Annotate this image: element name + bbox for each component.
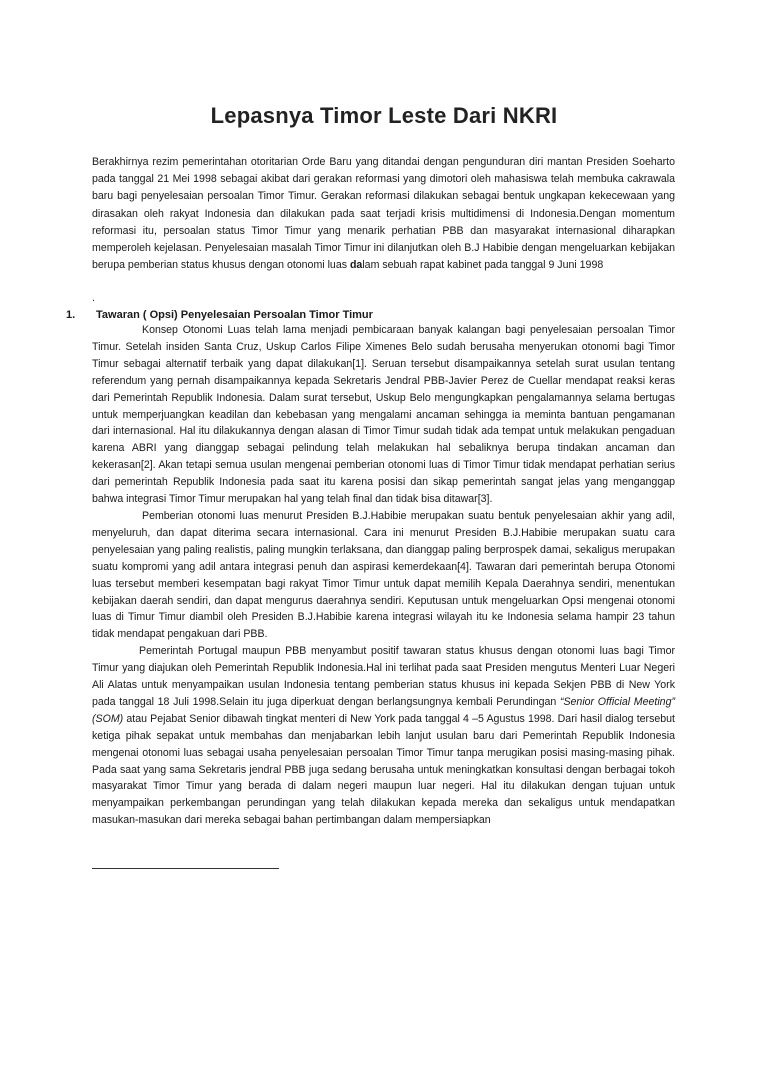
page-title: Lepasnya Timor Leste Dari NKRI	[210, 103, 558, 128]
paragraph-3-italic: “Senior Official Meeting” (SOM)	[92, 695, 675, 725]
trailing-dot: .	[92, 292, 95, 304]
body-paragraph-3	[92, 643, 675, 829]
body-paragraph-2: Pemberian otonomi luas menurut Presiden B.J.Habibie merupakan suatu bentuk penyelesaian akhir yang adil, menyeluruh, dan dapat diterima secara internasional. Cara ini menurut Presiden B.J.Habibie merupakan suatu cara penyelesaian yang paling realistis, paling mungkin terlaksana, dan dianggap paling berprospek damai, sekaligus merupakan suatu kompromi yang adil antara integrasi penuh dan aspirasi kemerdekaan[4]. Tawaran dari pemerintah berupa Otonomi luas tersebut memberi kesempatan bagi rakyat Timor Timur untuk dapat memilih Kepala Daerahnya sendiri, menentukan kebijakan daerah sendiri, dan dapat mengurus daerahnya sendiri. Keputusan untuk mengeluarkan Opsi mengenai otonomi luas di Timur Timur diambil oleh Presiden B.J.Habibie karena integrasi wilayah itu ke Indonesia selama hampir 23 tahun tidak mendapat pengakuan dari PBB.	[92, 509, 675, 641]
footnote-separator	[92, 868, 279, 869]
intro-text-end: lam sebuah rapat kabinet pada tanggal 9 Juni 1998	[362, 259, 604, 272]
intro-paragraph	[92, 154, 675, 274]
section-body	[92, 322, 675, 829]
intro-bold-fragment: da	[349, 259, 363, 272]
paragraph-3-text-end: atau Pejabat Senior dibawah tingkat menteri di New York pada tanggal 4 –5 Agustus 1998. Dari hasil dialog tersebut ketiga pihak sepakat untuk membahas dan menjabarkan lebih lanjut usulan baru dari Pemerintah Republik Indonesia mengenai otonomi luas sebagai usaha penyelesaian persoalan Timor Timur tanpa merugikan posisi masing-masing pihak. Pada saat yang sama Sekretaris jendral PBB juga sedang berusaha untuk meningkatkan konsultasi dengan berbagai tokoh masyarakat Timor Timur yang berada di dalam negeri maupun luar negeri. Hal itu dilakukan dengan tujuan untuk menyampaikan perkembangan perundingan yang telah dilakukan kepada mereka dan sekaligus untuk mendapatkan masukan-masukan dari mereka sebagai bahan pertimbangan dalam mempersiapkan	[92, 712, 675, 827]
section-heading: Tawaran ( Opsi) Penyelesaian Persoalan Timor Timur	[96, 309, 373, 321]
section-number: 1.	[66, 309, 76, 321]
intro-text: Berakhirnya rezim pemerintahan otoritarian Orde Baru yang ditandai dengan pengunduran diri mantan Presiden Soeharto pada tanggal 21 Mei 1998 sebagai akibat dari gerakan reformasi yang dimotori oleh mahasiswa telah membuka cakrawala baru bagi penyelesaian persoalan Timor Timur. Gerakan reformasi dilakukan sebagai bentuk ungkapan kekecewaan yang dirasakan oleh rakyat Indonesia dan dilakukan pada saat terjadi krisis multidimensi di Indonesia.Dengan momentum reformasi itu, persoalan status Timor Timur yang menarik perhatian PBB dan masyarakat internasional diharapkan memperoleh kejelasan. Penyelesaian masalah Timor Timur ini dilanjutkan oleh B.J Habibie dengan mengeluarkan kebijakan berupa pemberian status khusus dengan otonomi luas	[92, 156, 675, 272]
paragraph-3-text: Pemerintah Portugal maupun PBB menyambut positif tawaran status khusus dengan otonomi luas bagi Timor Timur yang diajukan oleh Pemerintah Republik Indonesia.Hal ini terlihat pada saat Presiden mengutus Menteri Luar Negeri Ali Alatas untuk menyampaikan usulan Indonesia tentang pemberian status khusus ini kepada Sekjen PBB di New York pada tanggal 18 Juli 1998.Selain itu juga diperkuat dengan berlangsungnya kembali Perundingan	[92, 645, 675, 708]
body-paragraph-1: Konsep Otonomi Luas telah lama menjadi pembicaraan banyak kalangan bagi penyelesaian persoalan Timor Timur. Setelah insiden Santa Cruz, Uskup Carlos Filipe Ximenes Belo sudah berusaha menyerukan otonomi bagi Timor Timur sebagai alternatif terbaik yang dapat dilakukan[1]. Seruan tersebut disampaikannya setelah surat usulan tentang referendum yang pernah disampaikannya kepada Sekretaris Jendral PBB-Javier Perez de Cuellar mendapat reaksi keras dari Pemerintah Republik Indonesia. Dalam surat tersebut, Uskup Belo mengungkapkan pengalamannya selama bertugas untuk memperjuangkan keadilan dan kebebasan yang mengalami ancaman sehingga ia meminta bantuan pengamanan dari internasional. Hal itu dilakukannya dengan alasan di Timor Timur sudah tidak ada tempat untuk melakukan pengaduan karena ABRI yang dianggap sebagai pelindung telah melakukan hal sebaliknya berupa tindakan ancaman dan kekerasan[2]. Akan tetapi semua usulan mengenai pemberian otonomi luas di Timor Timur tidak mendapat perhatian serius dari pemerintah Republik Indonesia pada saat itu karena posisi dan sikap pemerintah sangat jelas yang menganggap bahwa integrasi Timor Timur merupakan hal yang telah final dan tidak bisa ditawar[3].	[92, 324, 675, 506]
